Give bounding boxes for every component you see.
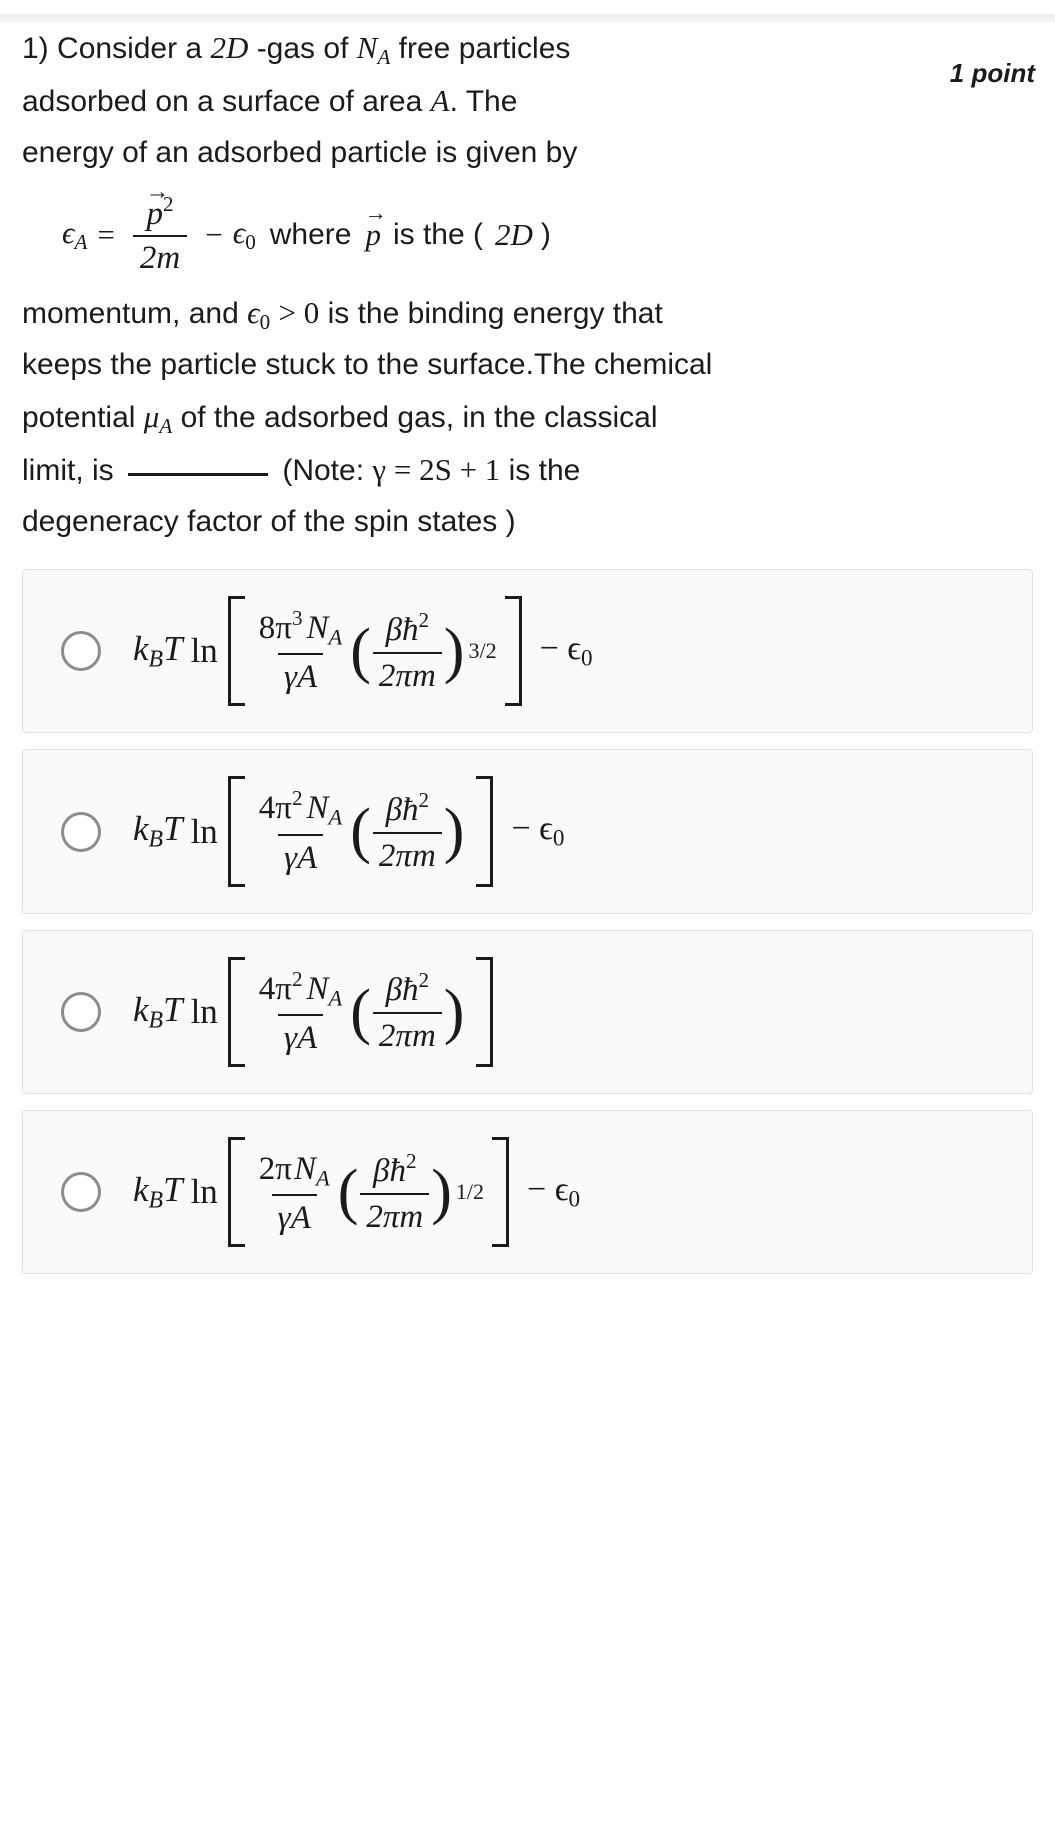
main-fraction-b xyxy=(253,786,348,876)
right-bracket-c xyxy=(476,957,493,1067)
main-numerator-c: $4\pi^2$ $N_A$ xyxy=(258,966,343,1011)
left-paren-a: ( xyxy=(350,616,371,685)
inner-fraction-b xyxy=(373,788,442,875)
ln-symbol-c: ln xyxy=(190,991,218,1031)
stem-line-8: degeneracy factor of the spin states ) xyxy=(22,504,516,538)
main-denominator-c: γA xyxy=(278,1014,323,1057)
inner-denominator-a: 2πm xyxy=(373,652,442,695)
stem-2d-1: 2D xyxy=(210,30,249,65)
left-bracket-b xyxy=(228,776,245,886)
epsilon-zero-symbol: ϵ0 xyxy=(232,214,256,254)
kbt-symbol-b: $k_BT$ xyxy=(133,809,183,853)
epsilon-zero-symbol-2: ϵ0 xyxy=(247,295,271,335)
stem-line-1a: Consider a xyxy=(57,32,203,65)
fraction-denominator: 2m xyxy=(133,235,187,277)
main-numerator-b: $4\pi^2$ $N_A$ xyxy=(258,786,343,830)
inner-numerator-c: $\beta ħ^2$ xyxy=(385,968,430,1009)
inner-numerator-d: $\beta ħ^2$ xyxy=(373,1148,417,1189)
bracket-group-a xyxy=(228,596,522,706)
bracket-group-c xyxy=(228,957,494,1067)
ln-symbol-a: ln xyxy=(190,631,218,671)
right-bracket-a xyxy=(505,596,522,706)
kbt-symbol-c: $k_BT$ xyxy=(133,989,183,1034)
exponent-d: 1/2 xyxy=(455,1179,485,1205)
inner-denominator-b: 2πm xyxy=(373,832,442,875)
points-badge: 1 point xyxy=(949,58,1035,88)
bracket-contents-c xyxy=(245,957,477,1067)
stem-line-2-end: . The xyxy=(449,85,518,119)
inner-fraction-a xyxy=(373,608,442,695)
main-numerator-d: $2\pi N_A$ xyxy=(258,1151,330,1191)
bracket-group-b xyxy=(228,776,494,886)
ln-symbol-b: ln xyxy=(190,811,218,851)
question-stem xyxy=(0,22,1055,547)
main-fraction-d xyxy=(253,1147,336,1237)
p-squared-over-2m xyxy=(133,192,187,277)
main-denominator-b: γA xyxy=(278,834,323,877)
question-text xyxy=(22,22,927,178)
stem-line-6b: of the adsorbed gas, in the classical xyxy=(180,400,658,434)
right-paren-c: ) xyxy=(443,977,465,1046)
minus-epsilon-b: − ϵ0 xyxy=(511,810,565,852)
answer-option-b[interactable] xyxy=(22,749,1033,913)
greater-than-zero: > 0 xyxy=(278,295,320,331)
stem-line-4b: is the binding energy that xyxy=(327,297,663,331)
stem-na: $N_A$ xyxy=(356,30,391,69)
stem-line-4a: momentum, and xyxy=(22,297,239,331)
left-paren-b: ( xyxy=(350,797,371,866)
stem-line-7c: is the xyxy=(508,454,581,488)
main-fraction-a xyxy=(253,606,348,696)
answer-options-list xyxy=(0,569,1055,1275)
stem-line-7a: limit, is xyxy=(22,454,114,488)
bracket-contents-d xyxy=(245,1137,492,1247)
left-bracket-d xyxy=(228,1137,245,1247)
right-paren-b: ) xyxy=(443,797,465,866)
stem-line-1c: -gas of xyxy=(256,32,349,65)
minus-sign: − xyxy=(205,216,223,252)
right-paren-a: ) xyxy=(443,616,465,685)
stem-2d-2: 2D xyxy=(495,216,533,252)
answer-option-d[interactable] xyxy=(22,1110,1033,1274)
answer-blank xyxy=(128,472,268,476)
stem-line-5: keeps the particle stuck to the surface.The chemical xyxy=(22,348,713,382)
where-word: where xyxy=(269,217,352,251)
ln-symbol-d: ln xyxy=(190,1172,218,1212)
gamma-definition: γ = 2S + 1 xyxy=(372,452,501,488)
close-paren: ) xyxy=(540,217,551,251)
main-denominator-a: γA xyxy=(278,653,323,696)
is-the-text: is the ( xyxy=(392,217,483,251)
bracket-contents-b xyxy=(245,776,477,886)
stem-line-6a: potential xyxy=(22,400,136,434)
main-fraction-c xyxy=(253,967,348,1057)
left-bracket-a xyxy=(228,596,245,706)
kbt-symbol-a: $k_BT$ xyxy=(133,628,183,673)
left-paren-d: ( xyxy=(337,1158,359,1227)
stem-line-7b: (Note: xyxy=(282,454,365,488)
radio-button-d[interactable] xyxy=(61,1172,101,1212)
exponent-a: 3/2 xyxy=(468,638,497,664)
epsilon-a-symbol: $\epsilon_A$ xyxy=(62,214,88,254)
inner-denominator-c: 2πm xyxy=(373,1012,442,1055)
right-paren-d: ) xyxy=(431,1158,452,1227)
answer-option-c[interactable] xyxy=(22,930,1033,1094)
bracket-contents-a xyxy=(245,596,505,706)
option-c-formula xyxy=(133,957,493,1067)
stem-line-1e: free particles xyxy=(398,32,571,65)
left-paren-c: ( xyxy=(350,977,371,1046)
radio-button-b[interactable] xyxy=(61,812,101,852)
right-bracket-b xyxy=(476,776,493,886)
main-denominator-d: γA xyxy=(272,1194,317,1237)
option-b-formula xyxy=(133,776,564,886)
question-number: 1) xyxy=(22,32,49,65)
main-numerator-a: $8\pi^3$ $N_A$ xyxy=(258,605,343,650)
radio-button-c[interactable] xyxy=(61,992,101,1032)
stem-line-2: adsorbed on a surface of area xyxy=(22,85,423,119)
radio-button-a[interactable] xyxy=(61,631,101,671)
p-vector-symbol: → p xyxy=(365,217,381,253)
kbt-symbol-d: $k_BT$ xyxy=(133,1169,183,1214)
left-bracket-c xyxy=(228,957,245,1067)
inner-fraction-d xyxy=(360,1149,429,1236)
inner-numerator-a: $\beta ħ^2$ xyxy=(385,607,430,648)
question-text-cont xyxy=(22,287,927,547)
option-d-formula xyxy=(133,1137,580,1247)
equals-sign: = xyxy=(97,216,115,252)
fraction-numerator: → $p^2$ xyxy=(140,192,181,235)
right-bracket-d xyxy=(492,1137,509,1247)
minus-epsilon-a: − ϵ0 xyxy=(539,629,593,672)
bracket-group-d xyxy=(228,1137,509,1247)
top-divider xyxy=(0,14,1055,22)
stem-line-3: energy of an adsorbed particle is given by xyxy=(22,135,578,169)
inner-numerator-b: $\beta ħ^2$ xyxy=(385,787,430,829)
stem-equation xyxy=(62,192,1033,277)
inner-denominator-d: 2πm xyxy=(360,1193,429,1236)
stem-area-symbol: A xyxy=(430,83,450,119)
mu-a-symbol: $\mu_A$ xyxy=(143,398,173,438)
minus-epsilon-d: − ϵ0 xyxy=(527,1171,581,1213)
answer-option-a[interactable] xyxy=(22,569,1033,733)
option-a-formula xyxy=(133,596,593,706)
inner-fraction-c xyxy=(373,968,442,1055)
